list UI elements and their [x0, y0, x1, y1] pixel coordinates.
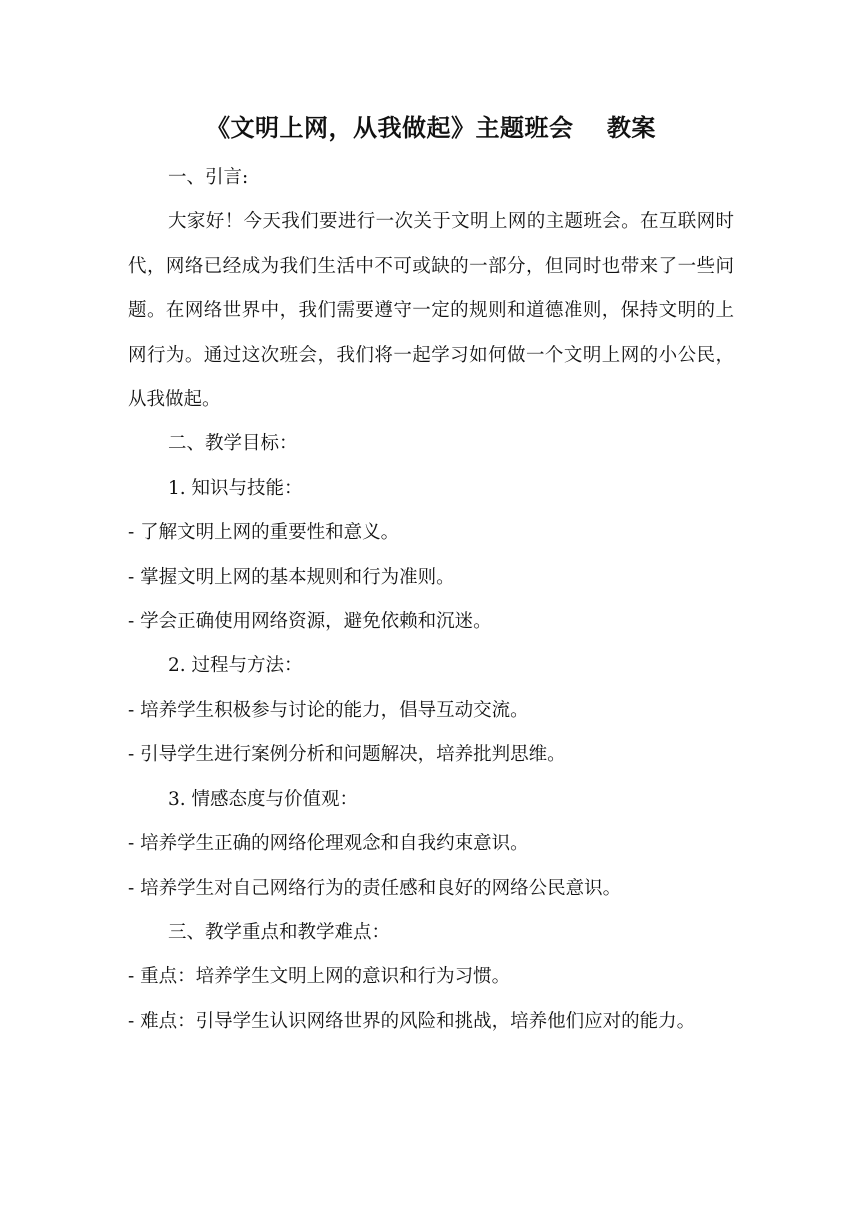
document-title: 《文明上网，从我做起》主题班会 教案 [206, 114, 656, 142]
goal3-item: - 培养学生正确的网络伦理观念和自我约束意识。 [128, 833, 529, 855]
goal1-item: - 学会正确使用网络资源，避免依赖和沉迷。 [128, 611, 492, 633]
goal3-item: - 培养学生对自己网络行为的责任感和良好的网络公民意识。 [128, 877, 622, 899]
goal3-heading: 3. 情感态度与价值观： [168, 788, 359, 810]
document-page [128, 100, 734, 1044]
goal1-heading: 1. 知识与技能： [168, 477, 303, 499]
goals-heading: 二、教学目标： [168, 433, 298, 455]
intro-paragraph: 大家好！今天我们要进行一次关于文明上网的主题班会。在互联网时代，网络已经成为我们生活中不可或缺的一部分，但同时也带来了一些问题。在网络世界中，我们需要遵守一定的规则和道德准则，保持文明的上网行为。通过这次班会，我们将一起学习如何做一个文明上网的小公民，从我做起。 [128, 211, 734, 411]
intro-heading: 一、引言: [168, 167, 249, 188]
key-difficulty-heading: 三、教学重点和教学难点： [168, 921, 391, 943]
goal2-item: - 培养学生积极参与讨论的能力，倡导互动交流。 [128, 699, 529, 721]
goal1-item: - 了解文明上网的重要性和意义。 [128, 522, 400, 544]
key-point: - 重点：培养学生文明上网的意识和行为习惯。 [128, 966, 511, 988]
goal1-item: - 掌握文明上网的基本规则和行为准则。 [128, 566, 455, 588]
goal2-heading: 2. 过程与方法： [168, 655, 303, 677]
goal2-item: - 引导学生进行案例分析和问题解决，培养批判思维。 [128, 744, 566, 766]
difficult-point: - 难点：引导学生认识网络世界的风险和挑战，培养他们应对的能力。 [128, 1010, 696, 1032]
